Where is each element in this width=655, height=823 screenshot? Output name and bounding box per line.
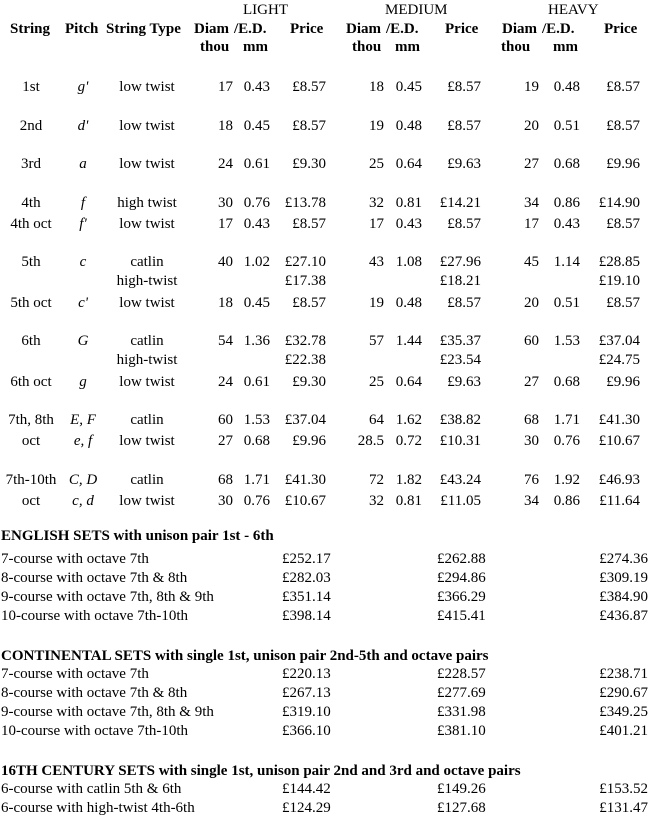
- light-diam-thou: 17: [218, 79, 233, 95]
- heavy-price: £37.04: [598, 333, 640, 349]
- string-type: low twist: [119, 295, 175, 311]
- string-pitch: d': [77, 118, 89, 134]
- medium-price: £10.31: [439, 433, 481, 449]
- light-diam-mm: 0.43: [243, 79, 270, 95]
- heavy-price: £10.67: [598, 433, 640, 449]
- heavy-price-label: Price: [604, 21, 638, 37]
- light-diam-mm: 1.02: [243, 254, 270, 270]
- heavy-diam-mm: 0.51: [553, 295, 580, 311]
- string-pitch: a: [79, 156, 87, 172]
- string-pitch: c': [78, 295, 88, 311]
- medium-diam-thou: 17: [369, 216, 384, 232]
- light-price: £32.78: [284, 333, 326, 349]
- medium-diam-mm: 1.08: [395, 254, 422, 270]
- light-diam-mm: 0.61: [243, 374, 270, 390]
- heavy-diam-thou: 20: [524, 118, 539, 134]
- medium-diam-thou: 28.5: [357, 433, 384, 449]
- light-diam-mm: 1.71: [243, 472, 270, 488]
- heavy-diam-thou: 17: [524, 216, 539, 232]
- set-price-medium: £262.88: [437, 551, 486, 567]
- medium-diam-thou: 19: [369, 118, 384, 134]
- medium-price: £43.24: [439, 472, 481, 488]
- string-type: catlin: [130, 254, 164, 270]
- heavy-price: £28.85: [598, 254, 640, 270]
- light-ed-label: /E.D.: [234, 21, 267, 37]
- set-price-light: £252.17: [282, 551, 331, 567]
- heavy-diam-mm: 0.68: [553, 374, 580, 390]
- light-diam-thou: 17: [218, 216, 233, 232]
- string-name: 5th oct: [10, 295, 52, 311]
- light-diam-mm: 0.68: [243, 433, 270, 449]
- string-type: high twist: [117, 195, 177, 211]
- medium-diam-thou: 57: [369, 333, 384, 349]
- light-price-label: Price: [290, 21, 324, 37]
- set-section-title: 16TH CENTURY SETS with single 1st, unison pair 2nd and 3rd and octave pairs: [1, 763, 521, 779]
- heavy-diam-thou: 76: [524, 472, 539, 488]
- light-price: £8.57: [292, 216, 326, 232]
- set-price-medium: £331.98: [437, 704, 486, 720]
- light-diam-thou: 24: [218, 374, 233, 390]
- string-name: 7th-10th: [5, 472, 57, 488]
- light-diam-mm: 1.36: [243, 333, 270, 349]
- column-string: String: [10, 21, 51, 37]
- string-type: low twist: [119, 493, 175, 509]
- heavy-diam-thou: 68: [524, 412, 539, 428]
- string-name: oct: [21, 433, 41, 449]
- light-diam-thou: 27: [218, 433, 233, 449]
- heavy-diam-mm: 0.48: [553, 79, 580, 95]
- set-label: 6-course with catlin 5th & 6th: [1, 781, 182, 797]
- string-name: 2nd: [19, 118, 43, 134]
- heavy-diam-mm: 1.71: [553, 412, 580, 428]
- string-name: 3rd: [21, 156, 41, 172]
- light-price: £13.78: [284, 195, 326, 211]
- string-type: catlin: [130, 333, 164, 349]
- set-price-heavy: £153.52: [599, 781, 648, 797]
- heavy-diam-thou: 20: [524, 295, 539, 311]
- set-price-heavy: £401.21: [599, 723, 648, 739]
- medium-diam-mm: 0.72: [395, 433, 422, 449]
- heavy-mm-label: mm: [553, 39, 578, 55]
- set-price-heavy: £349.25: [599, 704, 648, 720]
- string-pitch: f': [79, 216, 87, 232]
- heavy-diam-thou: 34: [524, 195, 539, 211]
- column-pitch: Pitch: [65, 21, 99, 37]
- medium-price: £11.05: [440, 493, 481, 509]
- heavy-diam-mm: 1.92: [553, 472, 580, 488]
- medium-diam-mm: 0.48: [395, 118, 422, 134]
- light-price: £41.30: [284, 472, 326, 488]
- string-name: 6th oct: [10, 374, 52, 390]
- light-price: £37.04: [284, 412, 326, 428]
- set-price-heavy: £436.87: [599, 608, 648, 624]
- set-price-heavy: £384.90: [599, 589, 648, 605]
- heavy-thou-label: thou: [501, 39, 531, 55]
- set-price-heavy: £131.47: [599, 800, 648, 816]
- string-type: catlin: [130, 472, 164, 488]
- light-diam-mm: 0.43: [243, 216, 270, 232]
- light-diam-thou: 54: [218, 333, 233, 349]
- heavy-diam-mm: 0.86: [553, 195, 580, 211]
- light-price: £9.30: [292, 374, 326, 390]
- set-price-medium: £127.68: [437, 800, 486, 816]
- light-diam-mm: 0.61: [243, 156, 270, 172]
- medium-diam-thou: 32: [369, 195, 384, 211]
- string-pitch: E, F: [70, 412, 96, 428]
- medium-price: £14.21: [439, 195, 481, 211]
- medium-diam-mm: 1.82: [395, 472, 422, 488]
- string-name: 1st: [22, 79, 40, 95]
- medium-diam-thou: 43: [369, 254, 384, 270]
- heavy-diam-thou: 27: [524, 156, 539, 172]
- heavy-price: £8.57: [606, 118, 640, 134]
- light-diam-thou: 60: [218, 412, 233, 428]
- string-name: 6th: [21, 333, 41, 349]
- set-price-medium: £366.29: [437, 589, 486, 605]
- light-diam-mm: 0.45: [243, 118, 270, 134]
- string-pitch: f: [80, 195, 86, 211]
- string-pitch: g: [79, 374, 87, 390]
- set-label: 9-course with octave 7th, 8th & 9th: [1, 589, 214, 605]
- light-diam-mm: 0.45: [243, 295, 270, 311]
- set-price-medium: £294.86: [437, 570, 486, 586]
- medium-price-label: Price: [445, 21, 479, 37]
- heavy-diam-mm: 0.51: [553, 118, 580, 134]
- set-price-light: £144.42: [282, 781, 331, 797]
- string-pitch: c: [79, 254, 87, 270]
- medium-price: £23.54: [439, 352, 481, 368]
- medium-price: £35.37: [439, 333, 481, 349]
- heavy-price: £46.93: [598, 472, 640, 488]
- group-heavy-heading: HEAVY: [548, 2, 599, 18]
- medium-price: £9.63: [447, 156, 481, 172]
- set-label: 10-course with octave 7th-10th: [1, 608, 189, 624]
- heavy-price: £11.64: [599, 493, 640, 509]
- medium-diam-thou: 64: [369, 412, 384, 428]
- set-label: 8-course with octave 7th & 8th: [1, 685, 188, 701]
- set-label: 7-course with octave 7th: [1, 666, 149, 682]
- string-name: 7th, 8th: [8, 412, 54, 428]
- light-price: £10.67: [284, 493, 326, 509]
- medium-price: £9.63: [447, 374, 481, 390]
- string-type: low twist: [119, 156, 175, 172]
- heavy-diam-label: Diam: [502, 21, 537, 37]
- heavy-price: £8.57: [606, 295, 640, 311]
- set-price-heavy: £238.71: [599, 666, 648, 682]
- heavy-price: £8.57: [606, 216, 640, 232]
- medium-diam-mm: 1.62: [395, 412, 422, 428]
- string-type: low twist: [119, 433, 175, 449]
- medium-diam-thou: 25: [369, 156, 384, 172]
- heavy-diam-mm: 0.76: [553, 433, 580, 449]
- heavy-price: £14.90: [598, 195, 640, 211]
- medium-diam-thou: 19: [369, 295, 384, 311]
- light-price: £8.57: [292, 295, 326, 311]
- group-medium-heading: MEDIUM: [385, 2, 448, 18]
- set-price-light: £124.29: [282, 800, 331, 816]
- string-type: low twist: [119, 118, 175, 134]
- set-label: 8-course with octave 7th & 8th: [1, 570, 188, 586]
- medium-price: £18.21: [439, 273, 481, 289]
- set-price-medium: £381.10: [437, 723, 486, 739]
- set-price-medium: £277.69: [437, 685, 486, 701]
- heavy-diam-thou: 60: [524, 333, 539, 349]
- set-section-title: CONTINENTAL SETS with single 1st, unison pair 2nd-5th and octave pairs: [1, 648, 489, 664]
- string-pitch: g': [77, 79, 89, 95]
- light-diam-thou: 40: [218, 254, 233, 270]
- medium-mm-label: mm: [395, 39, 420, 55]
- light-diam-thou: 68: [218, 472, 233, 488]
- set-price-heavy: £290.67: [599, 685, 648, 701]
- medium-diam-mm: 1.44: [395, 333, 422, 349]
- medium-price: £8.57: [447, 295, 481, 311]
- heavy-price: £24.75: [598, 352, 640, 368]
- heavy-diam-thou: 30: [524, 433, 539, 449]
- string-type: high-twist: [116, 273, 178, 289]
- medium-diam-mm: 0.48: [395, 295, 422, 311]
- heavy-price: £8.57: [606, 79, 640, 95]
- medium-price: £38.82: [439, 412, 481, 428]
- heavy-price: £9.96: [606, 374, 640, 390]
- light-price: £9.30: [292, 156, 326, 172]
- medium-diam-thou: 32: [369, 493, 384, 509]
- light-price: £9.96: [292, 433, 326, 449]
- medium-diam-thou: 72: [369, 472, 384, 488]
- light-price: £17.38: [284, 273, 326, 289]
- set-price-light: £351.14: [282, 589, 331, 605]
- light-diam-thou: 24: [218, 156, 233, 172]
- heavy-diam-mm: 1.14: [553, 254, 580, 270]
- set-price-light: £220.13: [282, 666, 331, 682]
- heavy-diam-thou: 34: [524, 493, 539, 509]
- medium-diam-mm: 0.43: [395, 216, 422, 232]
- set-label: 9-course with octave 7th, 8th & 9th: [1, 704, 214, 720]
- medium-price: £8.57: [447, 118, 481, 134]
- light-price: £8.57: [292, 118, 326, 134]
- set-price-light: £366.10: [282, 723, 331, 739]
- string-type: high-twist: [116, 352, 178, 368]
- set-price-medium: £415.41: [437, 608, 486, 624]
- column-string-type: String Type: [106, 21, 181, 37]
- set-label: 6-course with high-twist 4th-6th: [1, 800, 195, 816]
- medium-diam-mm: 0.64: [395, 156, 422, 172]
- set-price-light: £267.13: [282, 685, 331, 701]
- medium-price: £27.96: [439, 254, 481, 270]
- medium-diam-label: Diam: [346, 21, 381, 37]
- heavy-diam-mm: 0.86: [553, 493, 580, 509]
- light-diam-thou: 18: [218, 118, 233, 134]
- heavy-diam-thou: 27: [524, 374, 539, 390]
- medium-diam-mm: 0.81: [395, 493, 422, 509]
- set-price-light: £398.14: [282, 608, 331, 624]
- heavy-price: £9.96: [606, 156, 640, 172]
- medium-price: £8.57: [447, 216, 481, 232]
- set-label: 10-course with octave 7th-10th: [1, 723, 189, 739]
- heavy-ed-label: /E.D.: [542, 21, 575, 37]
- string-pitch: e, f: [73, 433, 93, 449]
- set-price-heavy: £309.19: [599, 570, 648, 586]
- medium-price: £8.57: [447, 79, 481, 95]
- light-diam-label: Diam: [194, 21, 229, 37]
- heavy-price: £41.30: [598, 412, 640, 428]
- set-section-title: ENGLISH SETS with unison pair 1st - 6th: [1, 528, 274, 544]
- set-price-heavy: £274.36: [599, 551, 648, 567]
- medium-ed-label: /E.D.: [386, 21, 419, 37]
- set-price-medium: £228.57: [437, 666, 486, 682]
- heavy-diam-thou: 19: [524, 79, 539, 95]
- string-pitch: G: [77, 333, 89, 349]
- medium-diam-mm: 0.81: [395, 195, 422, 211]
- light-diam-thou: 30: [218, 493, 233, 509]
- light-diam-mm: 0.76: [243, 493, 270, 509]
- set-price-medium: £149.26: [437, 781, 486, 797]
- medium-thou-label: thou: [352, 39, 382, 55]
- set-price-light: £319.10: [282, 704, 331, 720]
- set-label: 7-course with octave 7th: [1, 551, 149, 567]
- medium-diam-thou: 25: [369, 374, 384, 390]
- light-price: £22.38: [284, 352, 326, 368]
- string-type: catlin: [130, 412, 164, 428]
- string-name: 4th: [21, 195, 41, 211]
- light-diam-thou: 30: [218, 195, 233, 211]
- medium-diam-mm: 0.64: [395, 374, 422, 390]
- light-thou-label: thou: [200, 39, 230, 55]
- light-price: £27.10: [284, 254, 326, 270]
- string-name: oct: [21, 493, 41, 509]
- string-type: low twist: [119, 79, 175, 95]
- string-type: low twist: [119, 374, 175, 390]
- light-price: £8.57: [292, 79, 326, 95]
- light-mm-label: mm: [243, 39, 268, 55]
- heavy-diam-mm: 0.68: [553, 156, 580, 172]
- string-name: 4th oct: [10, 216, 52, 232]
- heavy-diam-mm: 0.43: [553, 216, 580, 232]
- light-diam-mm: 1.53: [243, 412, 270, 428]
- heavy-diam-thou: 45: [524, 254, 539, 270]
- heavy-price: £19.10: [598, 273, 640, 289]
- light-diam-mm: 0.76: [243, 195, 270, 211]
- light-diam-thou: 18: [218, 295, 233, 311]
- string-name: 5th: [21, 254, 41, 270]
- string-pitch: c, d: [72, 493, 94, 509]
- heavy-diam-mm: 1.53: [553, 333, 580, 349]
- medium-diam-thou: 18: [369, 79, 384, 95]
- medium-diam-mm: 0.45: [395, 79, 422, 95]
- group-light-heading: LIGHT: [243, 2, 288, 18]
- set-price-light: £282.03: [282, 570, 331, 586]
- string-type: low twist: [119, 216, 175, 232]
- string-pitch: C, D: [68, 472, 98, 488]
